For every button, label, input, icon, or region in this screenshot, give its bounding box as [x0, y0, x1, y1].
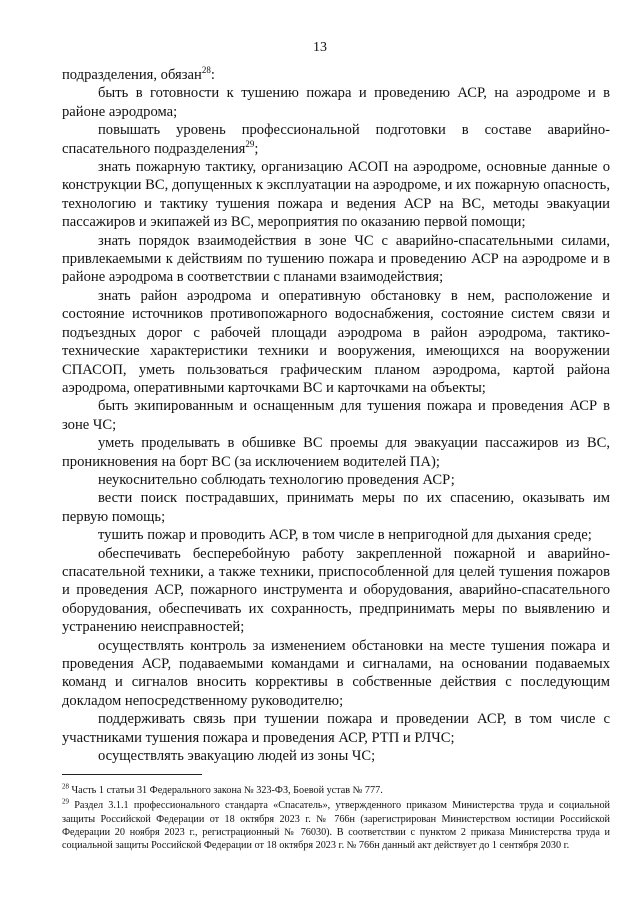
page-number: 13 — [313, 40, 327, 55]
duty-text: обеспечивать бесперебойную работу закрепленной пожарной и аварийно-спасательной техники, а также техники, приспособленной для целей тушения пожаров и проведения АСР, пожарного инструмента и оборудования, аварийно-спасательного оборудования, обеспечивать их сохранность, предпринимать меры по выявлению и устранению неисправностей; — [62, 545, 610, 636]
footnote-divider — [62, 774, 202, 775]
duty-text: осуществлять контроль за изменением обстановки на месте тушения пожара и проведения АСР, подаваемыми командами и сигналами, на основании подаваемых команд и сигналов вносить коррективы в собственные действия с последующим докладом непосредственному руководителю; — [62, 637, 610, 709]
duty-item — [62, 232, 610, 287]
footnote — [62, 784, 610, 797]
duty-item — [62, 397, 610, 434]
duty-text: знать порядок взаимодействия в зоне ЧС с аварийно-спасательными силами, привлекаемыми к действиям по тушению пожара и проведению АСР на аэродроме и в районе аэродрома в соответствии с планами взаимодействия; — [62, 232, 610, 286]
footnote-ref: 28 — [201, 65, 211, 76]
duty-text: поддерживать связь при тушении пожара и проведении АСР, в том числе с участниками тушения пожара и проведения АСР, РТП и РЛЧС; — [62, 711, 610, 746]
duty-item — [62, 287, 610, 397]
footnotes — [62, 784, 610, 854]
body-text — [62, 66, 610, 765]
footnote-number: 28 — [62, 782, 69, 791]
duty-suffix: ; — [254, 140, 259, 157]
duty-text: быть экипированным и оснащенным для тушения пожара и проведения АСР в зоне ЧС; — [62, 398, 610, 433]
duty-text: повышать уровень профессиональной подготовки в составе аварийно-спасательного подразделения — [62, 122, 610, 157]
duty-item — [62, 637, 610, 711]
duty-text: знать район аэродрома и оперативную обстановку в нем, расположение и состояние источников противопожарного водоснабжения, состояние систем связи и подъездных дорог с рабочей площади аэродрома в район аэродрома, тактико-технические характеристики техники и вооружения, имеющихся на вооружении СПАСОП, уметь пользоваться графическим планом аэродрома, картой района аэродрома, оперативными карточками ВС и карточками на объекты; — [62, 287, 610, 396]
intro-text: подразделения, обязан — [62, 67, 202, 83]
duty-text: знать пожарную тактику, организацию АСОП на аэродроме, основные данные о конструкции ВС, допущенных к эксплуатации на аэродроме, и их пожарную опасность, технологию и тактику тушения пожара и ведения АСР на ВС, методы эвакуации пассажиров и экипажей из ВС, мероприятия по оказанию первой помощи; — [62, 159, 610, 231]
footnote-ref: 29 — [245, 138, 255, 149]
duty-item — [62, 434, 610, 471]
duty-item — [62, 710, 610, 747]
intro-suffix: : — [210, 67, 215, 83]
duty-text: тушить пожар и проводить АСР, в том числе в непригодной для дыхания среде; — [98, 527, 592, 544]
duty-text: быть в готовности к тушению пожара и проведению АСР, на аэродроме и в районе аэродрома; — [62, 85, 610, 120]
duty-text: неукоснительно соблюдать технологию проведения АСР; — [98, 471, 455, 488]
duty-item — [62, 121, 610, 158]
duty-item — [62, 158, 610, 232]
duty-item — [62, 526, 610, 544]
duty-text: осуществлять эвакуацию людей из зоны ЧС; — [98, 748, 376, 765]
footnote-text: Раздел 3.1.1 профессионального стандарта «Спасатель», утвержденного приказом Министерства труда и социальной защиты Российской Федерации от 18 октября 2023 г. № 766н (зарегистрирован Министерством юстиции Российской Федерации 20 ноября 2023 г., регистрационный № 76030). В соответствии с пунктом 2 приказа Министерства труда и социальной защиты Российской Федерации от 18 октября 2023 г. № 766н данный акт действует до 1 сентября 2030 г. — [62, 800, 611, 852]
duty-text: вести поиск пострадавших, принимать меры по их спасению, оказывать им первую помощь; — [62, 490, 610, 525]
duty-item — [62, 489, 610, 526]
duty-item — [62, 84, 610, 121]
duty-item — [62, 747, 610, 765]
footnote-number: 29 — [62, 797, 69, 806]
footnote — [62, 799, 610, 852]
footnote-text: Часть 1 статьи 31 Федерального закона № 323-ФЗ, Боевой устав № 777. — [71, 785, 383, 796]
duty-item — [62, 545, 610, 637]
intro-paragraph — [62, 66, 610, 84]
duty-item — [62, 471, 610, 489]
duty-text: уметь проделывать в обшивке ВС проемы для эвакуации пассажиров из ВС, проникновения на борт ВС (за исключением водителей ПА); — [62, 435, 610, 470]
